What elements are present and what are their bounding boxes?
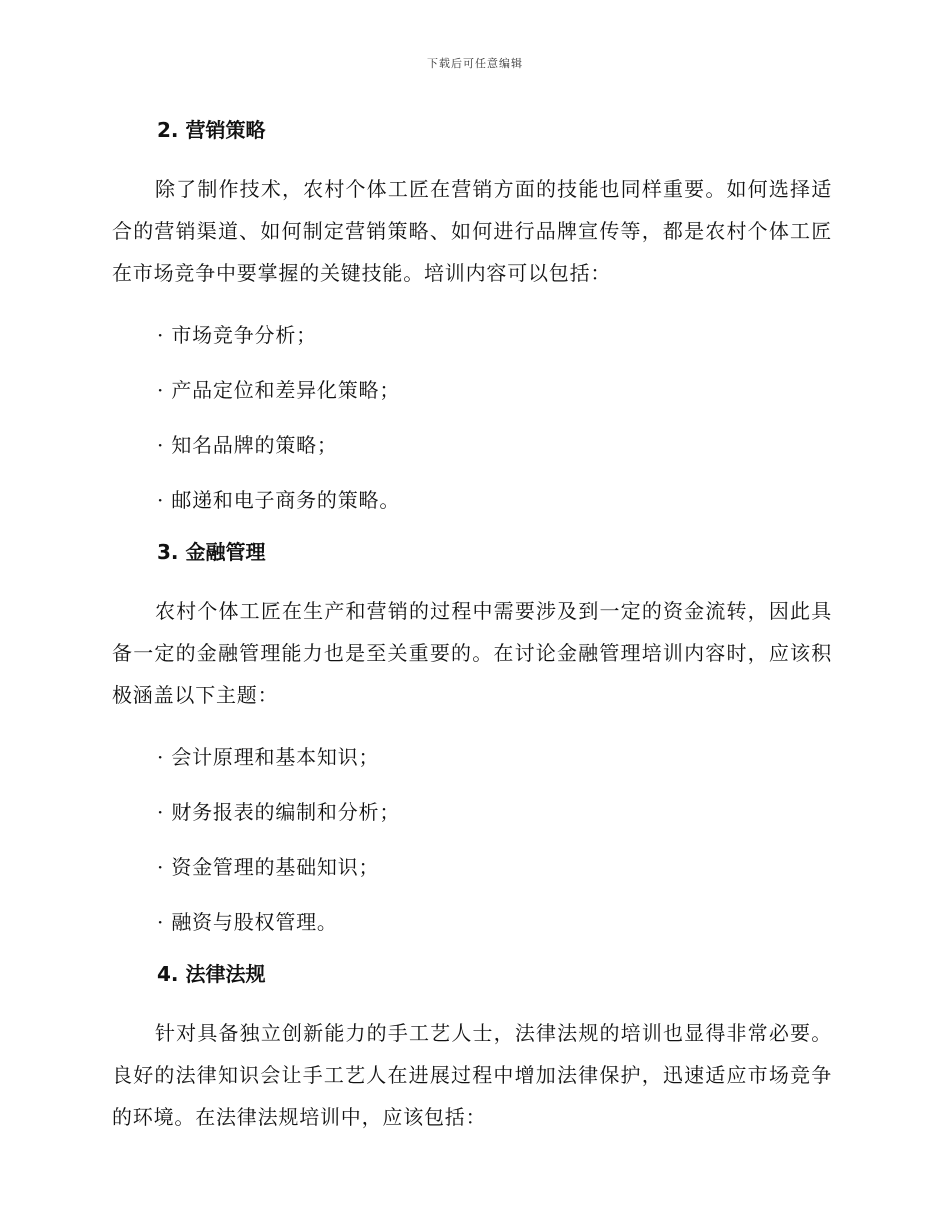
bullet-item: · 产品定位和差异化策略； xyxy=(157,378,401,402)
bullet-item: · 市场竞争分析； xyxy=(157,323,317,347)
bullet-item: · 财务报表的编制和分析； xyxy=(157,800,401,824)
section-paragraph-finance: 农村个体工匠在生产和营销的过程中需要涉及到一定的资金流转，因此具备一定的金融管理能力也是至关重要的。在讨论金融管理培训内容时，应该积极涵盖以下主题： xyxy=(112,599,832,707)
section-heading-finance: 3. 金融管理 xyxy=(157,540,266,564)
section-paragraph-law: 针对具备独立创新能力的手工艺人士，法律法规的培训也显得非常必要。良好的法律知识会让手工艺人在进展过程中增加法律保护，迅速适应市场竞争的环境。在法律法规培训中，应该包括： xyxy=(112,1021,832,1129)
bullet-item: · 会计原理和基本知识； xyxy=(157,745,380,769)
bullet-item: · 知名品牌的策略； xyxy=(157,433,338,457)
section-heading-law: 4. 法律法规 xyxy=(157,962,266,986)
section-heading-marketing: 2. 营销策略 xyxy=(157,118,266,142)
bullet-item: · 资金管理的基础知识； xyxy=(157,855,380,879)
section-paragraph-marketing: 除了制作技术，农村个体工匠在营销方面的技能也同样重要。如何选择适合的营销渠道、如何制定营销策略、如何进行品牌宣传等，都是农村个体工匠在市场竞争中要掌握的关键技能。培训内容可以包括： xyxy=(112,177,832,285)
header-note: 下载后可任意编辑 xyxy=(427,57,523,70)
bullet-item: · 融资与股权管理。 xyxy=(157,910,338,934)
document-body xyxy=(112,110,832,1138)
bullet-item: · 邮递和电子商务的策略。 xyxy=(157,488,401,512)
